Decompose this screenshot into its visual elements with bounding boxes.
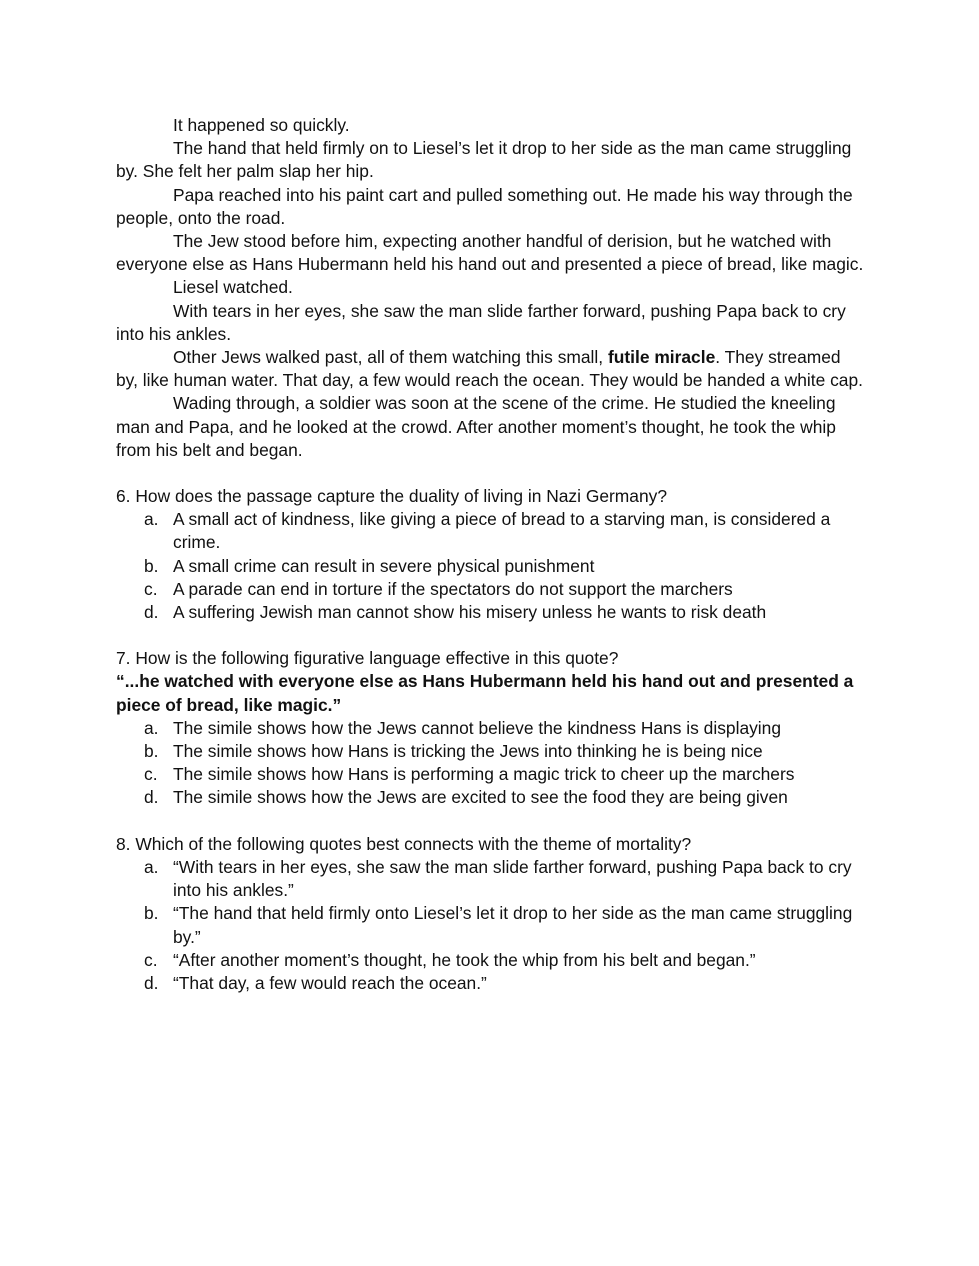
question-8: [116, 833, 864, 995]
answer-options: [116, 717, 864, 810]
option-text: “With tears in her eyes, she saw the man slide farther forward, pushing Papa back to cry into his ankles.”: [173, 856, 852, 901]
option-letter: c.: [144, 578, 158, 599]
passage-paragraph: Papa reached into his paint cart and pulled something out. He made his way through the people, onto the road.: [116, 184, 853, 228]
passage-paragraph: Liesel watched.: [173, 277, 293, 298]
option-letter: d.: [144, 787, 159, 808]
document-page: [116, 114, 864, 995]
option-letter: a.: [144, 509, 159, 530]
option-text: “After another moment’s thought, he took the whip from his belt and began.”: [173, 949, 756, 970]
answer-option: [116, 740, 864, 763]
story-passage: [116, 114, 864, 462]
option-text: A small crime can result in severe physical punishment: [173, 555, 595, 576]
answer-option: [116, 972, 864, 995]
answer-option: [116, 601, 864, 624]
passage-paragraph: With tears in her eyes, she saw the man slide farther forward, pushing Papa back to cry into his ankles.: [116, 300, 846, 344]
option-letter: d.: [144, 602, 159, 623]
option-letter: d.: [144, 972, 159, 993]
passage-paragraph: It happened so quickly.: [173, 115, 350, 135]
option-letter: b.: [144, 903, 159, 924]
option-text: The simile shows how Hans is tricking the Jews into thinking he is being nice: [173, 741, 763, 762]
answer-option: [116, 786, 864, 809]
option-letter: c.: [144, 764, 158, 785]
answer-option: [116, 949, 864, 972]
option-letter: b.: [144, 555, 159, 576]
option-text: “The hand that held firmly onto Liesel’s let it drop to her side as the man came struggling by.”: [173, 903, 853, 947]
question-prompt: 8. Which of the following quotes best connects with the theme of mortality?: [116, 833, 692, 854]
option-letter: c.: [144, 949, 158, 970]
option-text: The simile shows how the Jews cannot believe the kindness Hans is displaying: [173, 717, 782, 738]
option-text: The simile shows how Hans is performing a magic trick to cheer up the marchers: [173, 764, 795, 785]
answer-option: [116, 508, 864, 554]
answer-option: [116, 555, 864, 578]
option-text: A suffering Jewish man cannot show his misery unless he wants to risk death: [173, 602, 767, 623]
question-7: [116, 647, 864, 809]
option-text: A small act of kindness, like giving a piece of bread to a starving man, is considered a crime.: [173, 509, 831, 553]
answer-options: [116, 856, 864, 995]
paragraph-text: Other Jews walked past, all of them watching this small,: [173, 347, 608, 368]
question-quote: “...he watched with everyone else as Hans Hubermann held his hand out and presented a piece of bread, like magic.”: [116, 671, 854, 715]
question-prompt: 6. How does the passage capture the duality of living in Nazi Germany?: [116, 486, 668, 507]
passage-paragraph: The Jew stood before him, expecting another handful of derision, but he watched with everyone else as Hans Hubermann held his hand out and presented a piece of bread, like magic.: [116, 231, 864, 275]
answer-option: [116, 902, 864, 948]
answer-option: [116, 578, 864, 601]
passage-paragraph: Wading through, a soldier was soon at the scene of the crime. He studied the kneeling man and Papa, and he looked at the crowd. After another moment’s thought, he took the whip from his belt and began.: [116, 393, 836, 460]
option-text: “That day, a few would reach the ocean.”: [173, 972, 487, 993]
option-letter: a.: [144, 717, 159, 738]
answer-option: [116, 856, 864, 902]
answer-option: [116, 717, 864, 740]
passage-paragraph: [116, 346, 864, 392]
bold-phrase: futile miracle: [607, 347, 716, 368]
option-letter: a.: [144, 856, 159, 877]
option-text: A parade can end in torture if the spectators do not support the marchers: [173, 578, 733, 599]
paragraph-text: . They streamed by, like human water. That day, a few would reach the ocean. They would be handed a white cap.: [116, 347, 863, 391]
answer-options: [116, 508, 864, 624]
answer-option: [116, 763, 864, 786]
option-letter: b.: [144, 741, 159, 762]
passage-paragraph: The hand that held firmly on to Liesel’s let it drop to her side as the man came struggling by. She felt her palm slap her hip.: [116, 138, 852, 182]
question-6: [116, 485, 864, 624]
question-prompt: 7. How is the following figurative language effective in this quote?: [116, 648, 619, 669]
option-text: The simile shows how the Jews are excited to see the food they are being given: [173, 787, 788, 808]
